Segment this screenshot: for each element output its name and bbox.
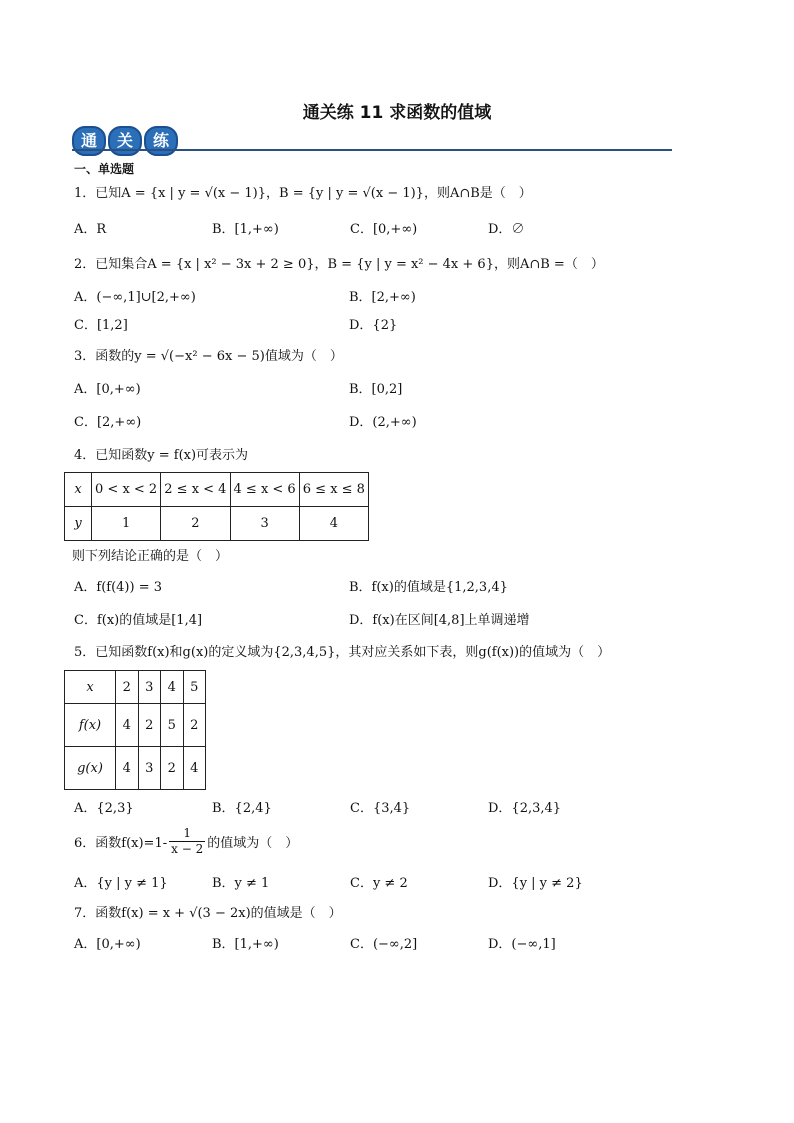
table-header-cell: 6 ≤ x ≤ 8: [299, 473, 368, 507]
fraction-denominator: x − 2: [171, 842, 204, 856]
question-1-option-c: C．[0,+∞): [350, 222, 418, 237]
question-2-option-b: B．[2,+∞): [349, 290, 416, 305]
question-3-option-c: C．[2,+∞): [74, 415, 142, 430]
badge-char-1: 通: [72, 126, 106, 156]
table-cell: 2: [161, 507, 230, 541]
question-2-stem: 2．已知集合A = {x | x² − 3x + 2 ≥ 0}，B = {y | y = x² − 4x + 6}，则A∩B =（ ）: [74, 257, 604, 272]
page-title: 通关练 11 求函数的值域: [302, 103, 492, 123]
question-6-suffix: 的值域为（ ）: [207, 836, 299, 851]
table-header-cell: 2: [116, 671, 139, 704]
question-4-option-c: C．f(x)的值域是[1,4]: [74, 613, 203, 628]
fraction-numerator: 1: [183, 826, 191, 840]
question-6-fraction: [169, 826, 205, 857]
question-1-option-d: D．∅: [488, 222, 525, 237]
question-4-table: [64, 472, 369, 541]
table-header-cell: 4: [161, 671, 184, 704]
header-rule: [72, 149, 672, 151]
question-3-stem: 3．函数的y = √(−x² − 6x − 5)值域为（ ）: [74, 349, 343, 364]
question-1-stem: 1．已知A = {x | y = √(x − 1)}，B = {y | y = √(x − 1)}，则A∩B是（ ）: [74, 186, 532, 201]
question-2-option-d: D．{2}: [349, 318, 398, 333]
table-cell: 4: [183, 747, 206, 790]
question-1-option-b: B．[1,+∞): [212, 222, 279, 237]
table-header-cell: x: [65, 473, 92, 507]
table-cell: y: [65, 507, 92, 541]
question-6-prefix: 6．函数f(x)=1-: [74, 836, 168, 851]
question-4-follow: 则下列结论正确的是（ ）: [72, 549, 229, 564]
question-6-stem: [74, 826, 298, 857]
table-cell: 4: [116, 704, 139, 747]
question-7-option-b: B．[1,+∞): [212, 937, 279, 952]
question-5-option-b: B．{2,4}: [212, 801, 272, 816]
question-5-option-c: C．{3,4}: [350, 801, 411, 816]
section-heading: 一、单选题: [74, 162, 135, 176]
table-header-cell: 0 < x < 2: [92, 473, 161, 507]
table-header-cell: 2 ≤ x < 4: [161, 473, 230, 507]
question-7-stem: 7．函数f(x) = x + √(3 − 2x)的值域是（ ）: [74, 906, 342, 921]
table-header-cell: 4 ≤ x < 6: [230, 473, 299, 507]
question-6-option-b: B．y ≠ 1: [212, 876, 270, 891]
table-cell: 2: [183, 704, 206, 747]
table-cell: 3: [230, 507, 299, 541]
table-cell: g(x): [65, 747, 116, 790]
table-cell: 5: [161, 704, 184, 747]
question-3-option-b: B．[0,2]: [349, 382, 403, 397]
question-4-option-b: B．f(x)的值域是{1,2,3,4}: [349, 580, 508, 595]
question-5-table: [64, 670, 206, 790]
table-cell: 2: [161, 747, 184, 790]
question-7-option-c: C．(−∞,2]: [350, 937, 418, 952]
table-cell: 3: [138, 747, 161, 790]
question-5-option-a: A．{2,3}: [74, 801, 134, 816]
question-5-stem: 5．已知函数f(x)和g(x)的定义域为{2,3,4,5}，其对应关系如下表，则g(f(x))的值域为（ ）: [74, 645, 611, 660]
question-3-option-d: D．(2,+∞): [349, 415, 417, 430]
table-header-cell: x: [65, 671, 116, 704]
table-header-cell: 5: [183, 671, 206, 704]
question-4-option-a: A．f(f(4)) = 3: [74, 580, 162, 595]
question-5-option-d: D．{2,3,4}: [488, 801, 562, 816]
question-3-option-a: A．[0,+∞): [74, 382, 141, 397]
question-7-option-a: A．[0,+∞): [74, 937, 141, 952]
table-cell: f(x): [65, 704, 116, 747]
section-badge: [72, 126, 178, 156]
question-2-option-c: C．[1,2]: [74, 318, 128, 333]
table-cell: 4: [116, 747, 139, 790]
question-1-option-a: A．R: [74, 222, 107, 237]
table-header-cell: 3: [138, 671, 161, 704]
question-4-stem: 4．已知函数y = f(x)可表示为: [74, 448, 249, 463]
question-2-option-a: A．(−∞,1]∪[2,+∞): [74, 290, 196, 305]
question-6-option-a: A．{y | y ≠ 1}: [74, 876, 168, 891]
table-cell: 4: [299, 507, 368, 541]
badge-char-3: 练: [144, 126, 178, 156]
table-cell: 2: [138, 704, 161, 747]
question-7-option-d: D．(−∞,1]: [488, 937, 556, 952]
question-4-option-d: D．f(x)在区间[4,8]上单调递增: [349, 613, 530, 628]
question-6-option-d: D．{y | y ≠ 2}: [488, 876, 583, 891]
badge-char-2: 关: [108, 126, 142, 156]
table-cell: 1: [92, 507, 161, 541]
question-6-option-c: C．y ≠ 2: [350, 876, 408, 891]
